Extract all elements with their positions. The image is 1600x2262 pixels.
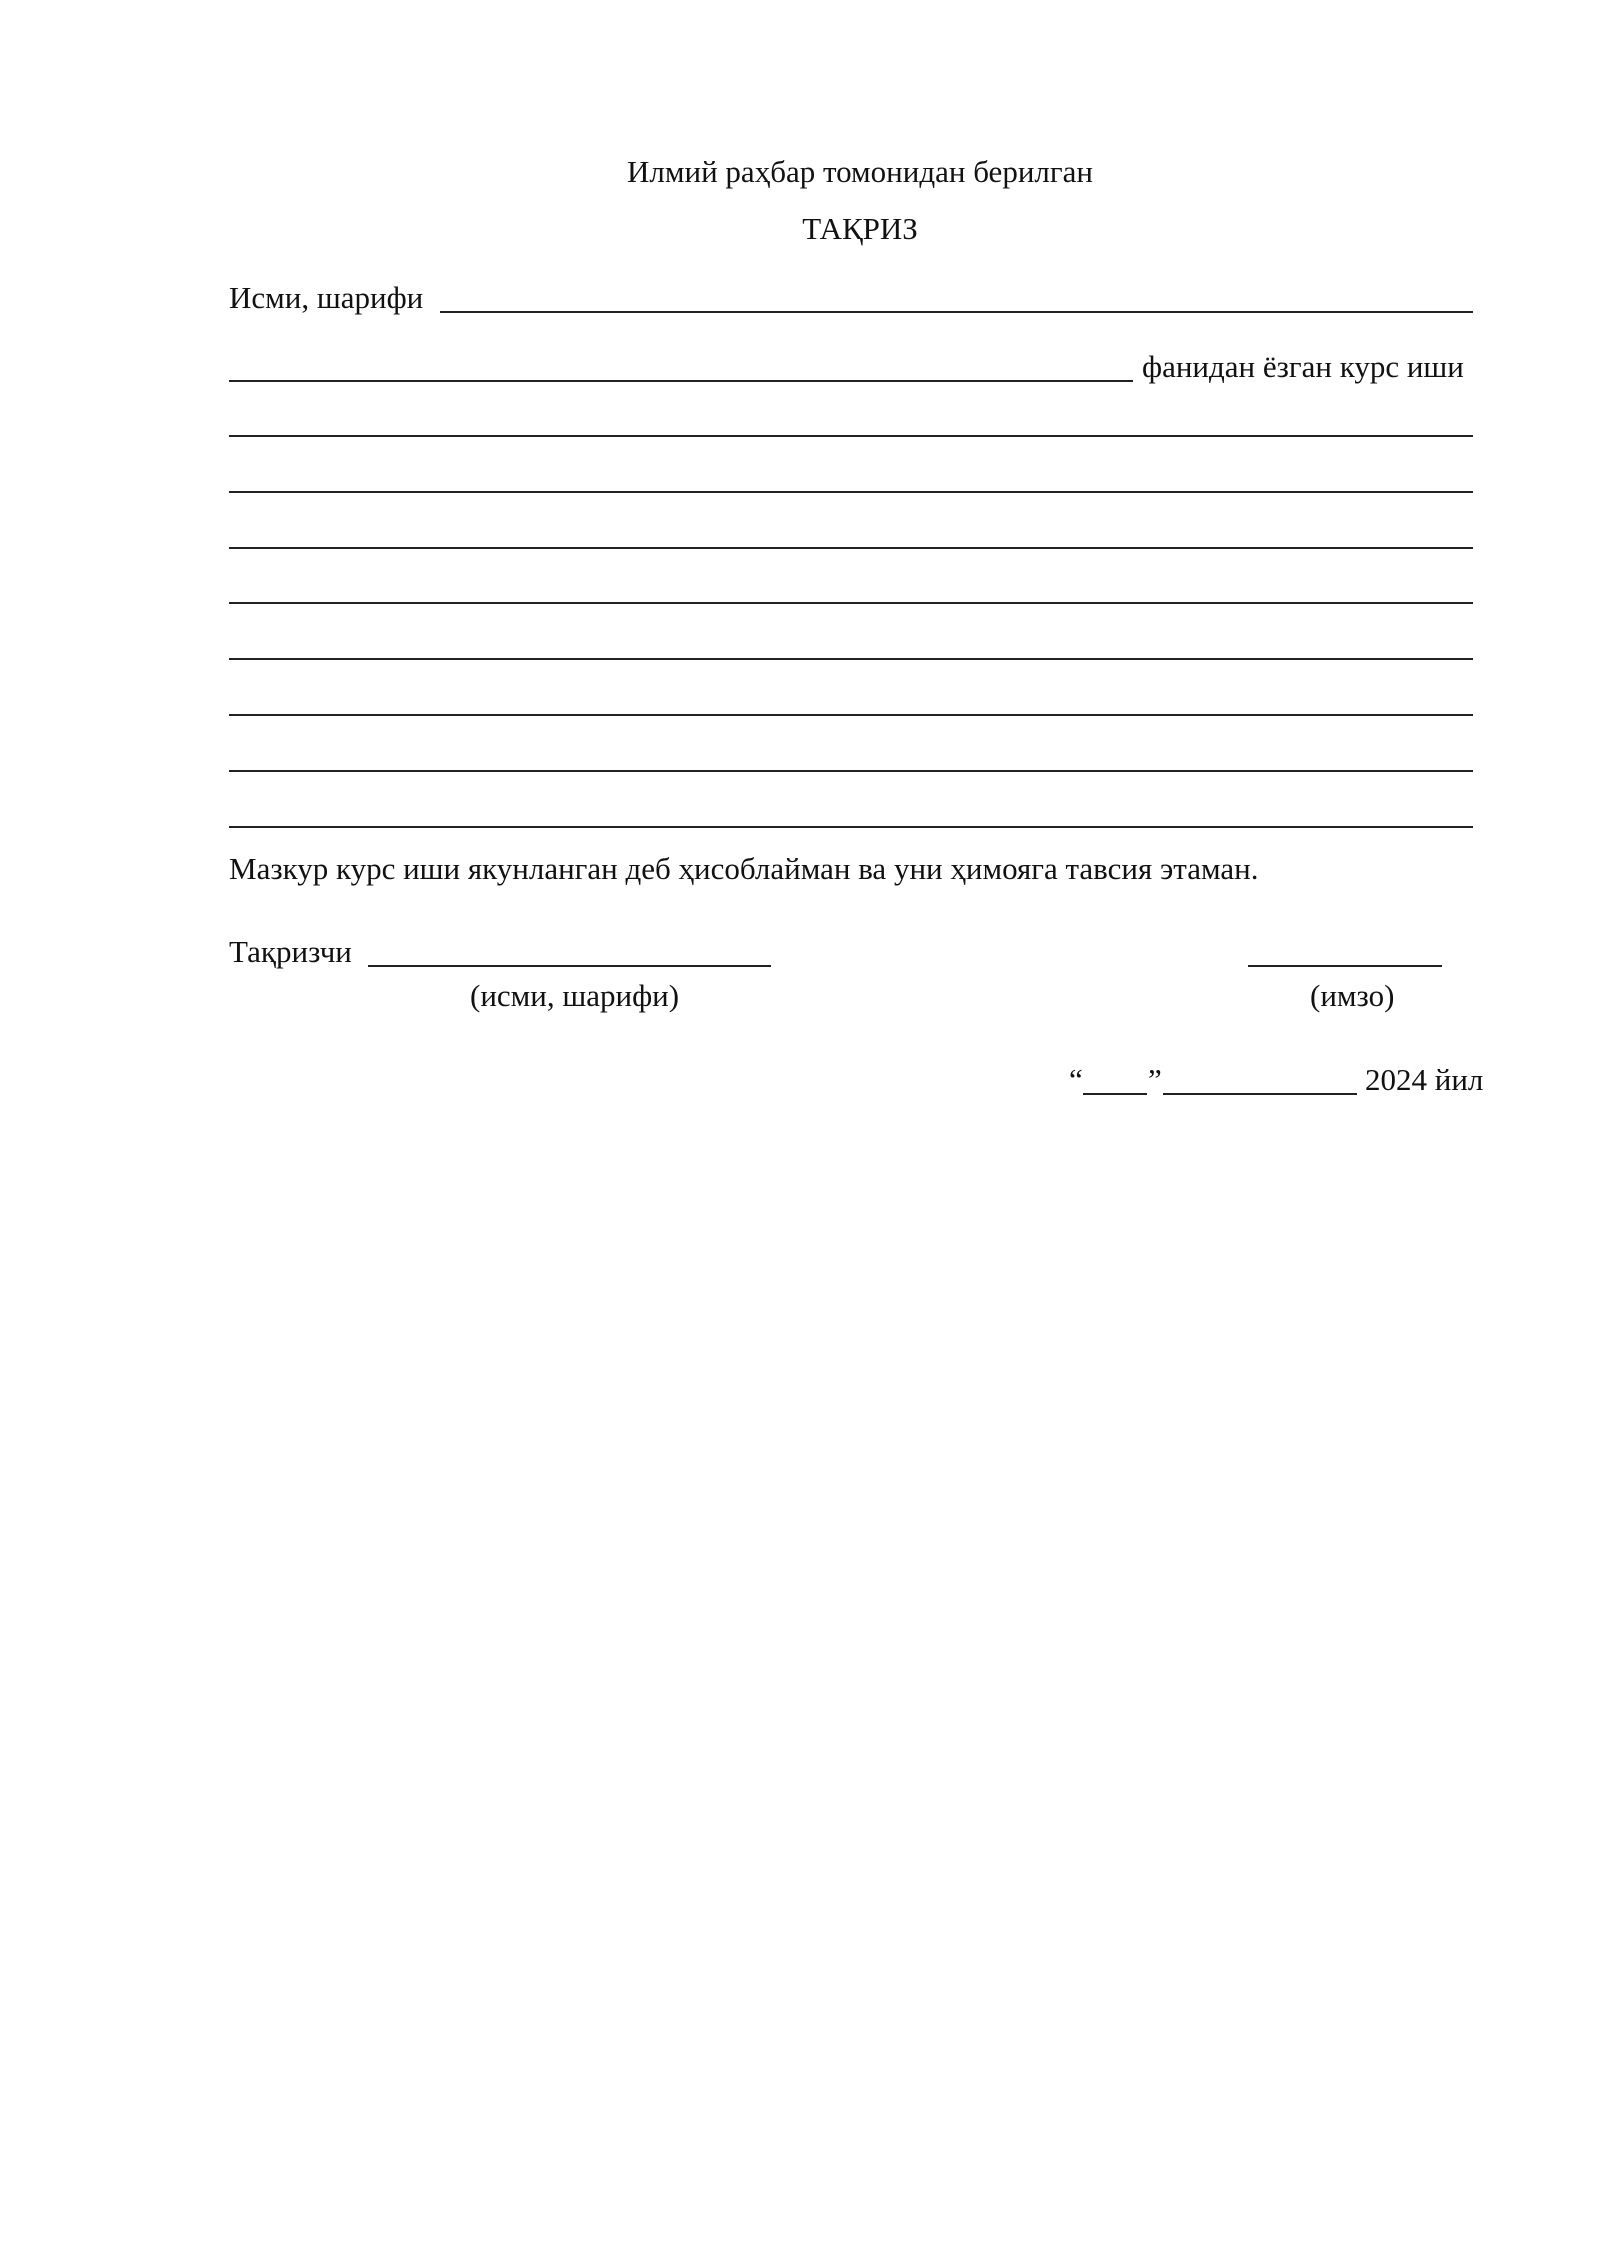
signature-caption: (имзо) — [1310, 978, 1395, 1013]
review-line[interactable] — [229, 770, 1473, 772]
date-day-line[interactable] — [1083, 1093, 1147, 1095]
signature-line[interactable] — [1248, 965, 1442, 967]
review-line[interactable] — [229, 491, 1473, 493]
year-text: 2024 йил — [1365, 1062, 1484, 1097]
name-caption: (исми, шарифи) — [470, 978, 680, 1013]
document-title: ТАҚРИЗ — [802, 211, 918, 246]
name-field-line[interactable] — [440, 311, 1473, 313]
review-line[interactable] — [229, 658, 1473, 660]
review-line[interactable] — [229, 435, 1473, 437]
reviewer-name-line[interactable] — [368, 965, 771, 967]
reviewer-label: Тақризчи — [229, 934, 352, 969]
date-month-line[interactable] — [1163, 1093, 1357, 1095]
recommendation-text: Мазкур курс иши якунланган деб ҳисоблайман ва уни ҳимояга тавсия этаман. — [229, 851, 1259, 886]
review-line[interactable] — [229, 602, 1473, 604]
subject-field-line[interactable] — [229, 380, 1133, 382]
name-label: Исми, шарифи — [229, 280, 424, 315]
subject-label: фанидан ёзган курс иши — [1142, 349, 1464, 384]
date-open-quote: “ — [1069, 1062, 1083, 1097]
document-subtitle: Илмий раҳбар томонидан берилган — [627, 154, 1093, 189]
date-close-quote: ” — [1148, 1062, 1162, 1097]
review-line[interactable] — [229, 547, 1473, 549]
review-line[interactable] — [229, 714, 1473, 716]
review-line[interactable] — [229, 826, 1473, 828]
